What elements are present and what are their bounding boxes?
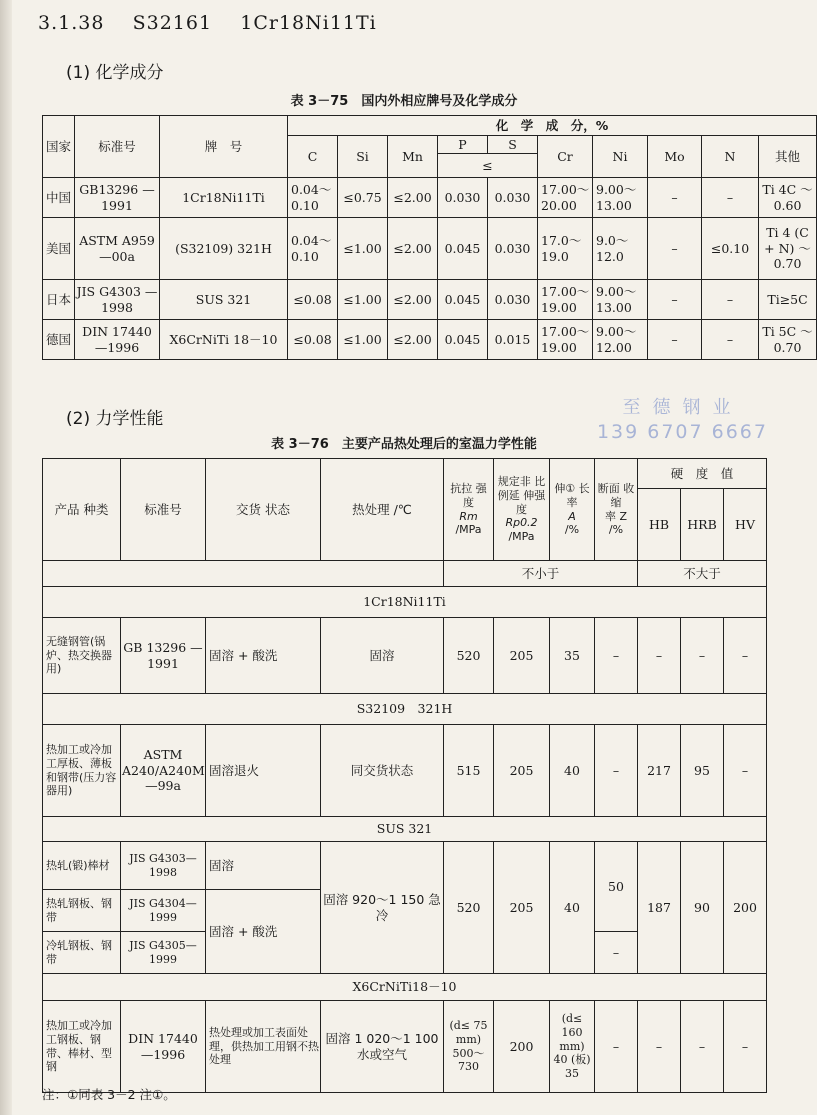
cell-product: 热加工或冷加工钢板、钢带、棒材、型钢 (43, 1001, 121, 1093)
cell-std: JIS G4303—1998 (121, 842, 206, 890)
subsection-chemical: (1) 化学成分 (66, 63, 164, 83)
cell-ni: 9.0～ 12.0 (593, 218, 648, 280)
cell-rm: 520 (444, 842, 494, 974)
watermark-name: 至德钢业 (622, 397, 743, 418)
cell-a: 35 (550, 618, 595, 694)
cell-delivery: 固溶 (206, 842, 321, 890)
cell-std: JIS G4305—1999 (121, 932, 206, 974)
cell-a: 40 (550, 842, 595, 974)
cell-mo: – (648, 320, 702, 360)
cell-s: 0.030 (488, 218, 538, 280)
table-row (43, 725, 767, 817)
cell-mn: ≤2.00 (388, 178, 438, 218)
cell-std: DIN 17440 —1996 (121, 1001, 206, 1093)
section-grade-1: S32161 (132, 12, 213, 34)
cell-mo: – (648, 178, 702, 218)
cell-rm: (d≤ 75 mm) 500～ 730 (444, 1001, 494, 1093)
cell-hv: – (724, 618, 767, 694)
cell-hv: – (724, 725, 767, 817)
cell-std: JIS G4303 —1998 (75, 280, 160, 320)
th-z (595, 459, 638, 561)
cell-z: – (595, 932, 638, 974)
th-country: 国家 (43, 116, 75, 178)
th-max: 不大于 (638, 561, 767, 587)
cell-country: 德国 (43, 320, 75, 360)
cell-ni: 9.00～ 13.00 (593, 178, 648, 218)
cell-cr: 17.00～ 19.00 (538, 320, 593, 360)
cell-product: 冷轧钢板、钢带 (43, 932, 121, 974)
cell-product: 无缝钢管(锅炉、热交换器用) (43, 618, 121, 694)
cell-cr: 17.00～ 20.00 (538, 178, 593, 218)
cell-grade: SUS 321 (160, 280, 288, 320)
th-rp-unit: /MPa (508, 530, 535, 544)
section-number: 3.1.38 (38, 12, 105, 34)
cell-z: 50 (595, 842, 638, 932)
th-rp (494, 459, 550, 561)
cell-z: – (595, 618, 638, 694)
th-min: 不小于 (444, 561, 638, 587)
section-heading (38, 12, 377, 34)
cell-rp: 200 (494, 1001, 550, 1093)
th-chem: 化 学 成 分，% (288, 116, 817, 136)
cell-grade: X6CrNiTi 18－10 (160, 320, 288, 360)
th-hb: HB (638, 489, 681, 561)
cell-heat: 固溶 (321, 618, 444, 694)
cell-rm: 520 (444, 618, 494, 694)
th-a-unit: /% (564, 523, 580, 537)
cell-heat: 固溶 920～1 150 急冷 (321, 842, 444, 974)
cell-n: – (702, 280, 759, 320)
cell-other: Ti 5C ～0.70 (759, 320, 817, 360)
th-hardness: 硬 度 值 (638, 459, 767, 489)
table-row (43, 178, 817, 218)
cell-other: Ti 4 (C + N) ～0.70 (759, 218, 817, 280)
cell-hv: 200 (724, 842, 767, 974)
cell-ni: 9.00～ 13.00 (593, 280, 648, 320)
table-row (43, 218, 817, 280)
th-rp-symbol: Rp0.2 (505, 516, 538, 530)
cell-rm: 515 (444, 725, 494, 817)
table-row (43, 1001, 767, 1093)
th-heat: 热处理 /℃ (321, 459, 444, 561)
th-other: 其他 (759, 136, 817, 178)
cell-mo: – (648, 218, 702, 280)
cell-std: GB 13296 —1991 (121, 618, 206, 694)
table75-caption: 表 3－75 国内外相应牌号及化学成分 (290, 94, 518, 109)
cell-std: ASTM A240/A240M —99a (121, 725, 206, 817)
cell-hb: – (638, 618, 681, 694)
th-product: 产品 种类 (43, 459, 121, 561)
cell-si: ≤0.75 (338, 178, 388, 218)
cell-hrb: 95 (681, 725, 724, 817)
cell-grade: (S32109) 321H (160, 218, 288, 280)
cell-std: DIN 17440 —1996 (75, 320, 160, 360)
cell-delivery: 固溶退火 (206, 725, 321, 817)
cell-a: 40 (550, 725, 595, 817)
th-p: P (438, 136, 488, 154)
page-binding-edge (0, 0, 12, 1115)
cell-heat: 固溶 1 020～1 100 水或空气 (321, 1001, 444, 1093)
th-rm (444, 459, 494, 561)
cell-delivery: 固溶 + 酸洗 (206, 890, 321, 974)
table-row (43, 842, 767, 890)
th-a-symbol: A (568, 509, 576, 523)
cell-z: – (595, 1001, 638, 1093)
cell-std: ASTM A959 —00a (75, 218, 160, 280)
th-rm-unit: /MPa (455, 523, 482, 537)
cell-si: ≤1.00 (338, 280, 388, 320)
table-row (43, 280, 817, 320)
cell-rp: 205 (494, 618, 550, 694)
cell-s: 0.015 (488, 320, 538, 360)
cell-mn: ≤2.00 (388, 280, 438, 320)
cell-hb: – (638, 1001, 681, 1093)
cell-c: ≤0.08 (288, 280, 338, 320)
th-ni: Ni (593, 136, 648, 178)
cell-country: 美国 (43, 218, 75, 280)
th-rm-label: 抗拉 强度 (450, 482, 487, 509)
cell-cr: 17.00～ 19.00 (538, 280, 593, 320)
cell-cr: 17.0～ 19.0 (538, 218, 593, 280)
cell-n: – (702, 178, 759, 218)
table-chemical-composition (42, 115, 817, 360)
cell-rp: 205 (494, 725, 550, 817)
cell-grade: 1Cr18Ni11Ti (160, 178, 288, 218)
group-x6crniti: X6CrNiTi18－10 (43, 974, 767, 1001)
cell-product: 热轧钢板、钢带 (43, 890, 121, 932)
cell-mo: – (648, 280, 702, 320)
cell-s: 0.030 (488, 280, 538, 320)
table-row (43, 320, 817, 360)
th-cr: Cr (538, 136, 593, 178)
cell-std: GB13296 —1991 (75, 178, 160, 218)
cell-rp: 205 (494, 842, 550, 974)
group-sus321: SUS 321 (43, 817, 767, 842)
cell-std: JIS G4304—1999 (121, 890, 206, 932)
cell-delivery: 固溶 + 酸洗 (206, 618, 321, 694)
watermark-phone: 139 6707 6667 (596, 421, 768, 443)
cell-hrb: 90 (681, 842, 724, 974)
cell-si: ≤1.00 (338, 320, 388, 360)
th-blank (43, 561, 444, 587)
cell-other: Ti 4C ～0.60 (759, 178, 817, 218)
cell-country: 日本 (43, 280, 75, 320)
th-rp-label: 规定非 比例延 伸强度 (497, 475, 546, 516)
cell-p: 0.045 (438, 320, 488, 360)
th-mn: Mn (388, 136, 438, 178)
cell-p: 0.045 (438, 218, 488, 280)
cell-s: 0.030 (488, 178, 538, 218)
table-row (43, 618, 767, 694)
th-a-label: 伸① 长率 (554, 482, 590, 509)
th-le: ≤ (438, 154, 538, 178)
th-delivery: 交货 状态 (206, 459, 321, 561)
cell-n: – (702, 320, 759, 360)
cell-si: ≤1.00 (338, 218, 388, 280)
cell-hv: – (724, 1001, 767, 1093)
cell-other: Ti≥5C (759, 280, 817, 320)
cell-c: ≤0.08 (288, 320, 338, 360)
cell-hrb: – (681, 618, 724, 694)
cell-n: ≤0.10 (702, 218, 759, 280)
cell-mn: ≤2.00 (388, 218, 438, 280)
th-grade: 牌 号 (160, 116, 288, 178)
th-si: Si (338, 136, 388, 178)
group-1cr18ni11ti: 1Cr18Ni11Ti (43, 587, 767, 618)
table-mechanical-properties (42, 458, 767, 1093)
th-z-symbol: 率 Z (604, 509, 628, 523)
cell-mn: ≤2.00 (388, 320, 438, 360)
cell-ni: 9.00～ 12.00 (593, 320, 648, 360)
th-hrb: HRB (681, 489, 724, 561)
group-s32109: S32109 321H (43, 694, 767, 725)
th-hv: HV (724, 489, 767, 561)
cell-c: 0.04～ 0.10 (288, 218, 338, 280)
th-standard: 标准号 (121, 459, 206, 561)
cell-c: 0.04～ 0.10 (288, 178, 338, 218)
th-z-unit: /% (608, 523, 624, 537)
cell-z: – (595, 725, 638, 817)
th-s: S (488, 136, 538, 154)
cell-hrb: – (681, 1001, 724, 1093)
cell-p: 0.030 (438, 178, 488, 218)
cell-hb: 217 (638, 725, 681, 817)
cell-heat: 同交货状态 (321, 725, 444, 817)
cell-product: 热轧(锻)棒材 (43, 842, 121, 890)
cell-product: 热加工或冷加工厚板、薄板和钢带(压力容器用) (43, 725, 121, 817)
footnote: 注：①同表 3－2 注①。 (42, 1087, 176, 1102)
cell-p: 0.045 (438, 280, 488, 320)
cell-delivery: 热处理或加工表面处理，供热加工用钢不热处理 (206, 1001, 321, 1093)
th-standard: 标准号 (75, 116, 160, 178)
cell-hb: 187 (638, 842, 681, 974)
table76-caption: 表 3－76 主要产品热处理后的室温力学性能 (271, 437, 537, 452)
th-mo: Mo (648, 136, 702, 178)
th-c: C (288, 136, 338, 178)
th-a (550, 459, 595, 561)
th-n: N (702, 136, 759, 178)
section-grade-2: 1Cr18Ni11Ti (240, 12, 377, 34)
cell-a: (d≤ 160 mm) 40 (板) 35 (550, 1001, 595, 1093)
cell-country: 中国 (43, 178, 75, 218)
subsection-mechanical: (2) 力学性能 (66, 409, 164, 429)
th-z-label: 断面 收缩 (597, 482, 635, 509)
th-rm-symbol: Rm (459, 509, 478, 523)
